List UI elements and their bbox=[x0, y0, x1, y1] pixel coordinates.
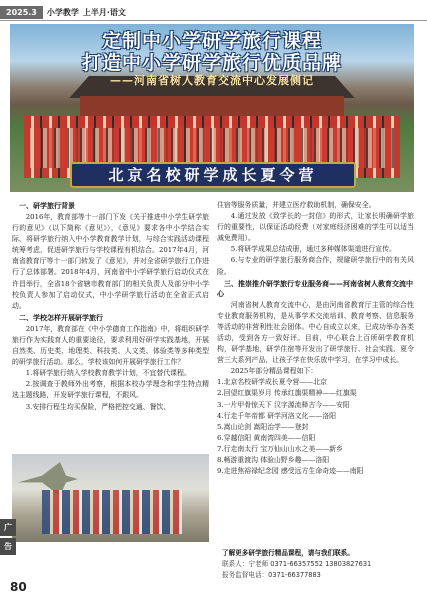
paragraph: 2016年，教育部等十一部门下发《关于推进中小学生研学旅行的意见》（以下简称《意见》），《意见》要求各中小学结合实际，将研学旅行纳入中小学教育教学计划，与综合实践活动课程统筹考虑，促进研学旅行与学校课程有机结合。2017年4月，河南省教育厅等十一部门转发了《意见》，并对全省研学旅行工作进行了总体部署。2018年4月，河南省中小学研学旅行启动仪式在许昌举行，全省18个省辖市教育部门的相关负责人及部分中小学校负责人参加了启动仪式，中小学研学旅行活动在全省正式启动。 bbox=[12, 213, 209, 310]
paragraph: 4.通过发放《致学长的一封信》的形式，让家长明确研学旅行的重要性，以保证活动经费（对家庭经济困难的学生可以适当减免费用）。 bbox=[217, 212, 414, 243]
contact-hotline: 报务监督电话：0371-66377883 bbox=[222, 571, 321, 579]
ad-tag-guang: 广 bbox=[0, 519, 16, 536]
students-group bbox=[42, 490, 182, 534]
course-item: 2.回望红旗渠岁月 传承红旗渠精神——红旗渠 bbox=[217, 389, 357, 398]
header-divider bbox=[0, 20, 427, 21]
hero-photo bbox=[10, 24, 414, 192]
right-column bbox=[217, 200, 414, 477]
contact-person: 联系人：宁老师 0371-66357552 13803827631 bbox=[222, 560, 372, 568]
section-heading-1: 一、研学旅行背景 bbox=[19, 202, 75, 210]
paragraph: 5.将研学成果总结成册，通过多种媒体渠道进行宣传。 bbox=[230, 245, 396, 254]
section-heading-3: 三、推崇推介研学旅行专业服务商——河南省树人教育交流中心 bbox=[217, 279, 413, 298]
hero-title-line1: 定制中小学研学旅行课程 bbox=[101, 30, 322, 52]
paragraph: 2025年部分精品课程如下： bbox=[230, 367, 318, 376]
section-heading-2: 二、学校怎样开展研学旅行 bbox=[19, 313, 103, 322]
header-year-issue: 2025.3 bbox=[0, 6, 43, 19]
header-issue-label: 上半月·语文 bbox=[82, 8, 126, 17]
ad-tag-gao: 告 bbox=[0, 538, 16, 555]
paragraph: 2.按调查于教师外出考察，根据本校办学理念和学生特点精选主题线路，开发研学旅行课程，不跟风。 bbox=[12, 380, 209, 400]
hero-subtitle: ——河南省树人教育交流中心发展侧记 bbox=[110, 74, 314, 87]
hero-banner: 北京名校研学成长夏令营 bbox=[70, 162, 356, 188]
course-item: 4.行走千年帝都 研学河洛文化——洛阳 bbox=[217, 411, 337, 420]
course-item: 1.北京名校研学成长夏令营——北京 bbox=[217, 378, 327, 387]
left-column bbox=[12, 200, 209, 413]
course-item: 7.行走南太行 宝万仙山山水之美——新乡 bbox=[217, 444, 343, 453]
students-photo bbox=[12, 454, 209, 542]
contact-info bbox=[222, 548, 414, 581]
paragraph: 3.安排行程生均买保险，严格把控交通、餐饮、 bbox=[25, 402, 171, 411]
paragraph: 河南省树人教育交流中心，是由河南省教育厅主管的综合性专业教育服务机构，是从事学术交流培训、教育考察、信息服务等活动的非营利性社会团体。中心自成立以来，已成功举办各类活动，受到各方一致好评。目前，中心联合上百所研学教育机构，研学基地，研学住宿等开发出了研学旅行、社会实践、夏令营三大系列产品，让孩子学在快乐放中学习，在学习中成长。 bbox=[217, 300, 414, 365]
course-item: 5.嵩山论剑 嵩阳治学——登封 bbox=[217, 422, 309, 431]
paragraph: 住宿等服务质量，并建立医疗救助机制，确保安全。 bbox=[217, 201, 376, 209]
paragraph: 2017年，教育部在《中小学德育工作指南》中，将组织研学旅行作为实践育人的重要途径，要求利用好研学实践基地，开展自然类、历史类、地理类、科技类、人文类、体验类等多种类型的研学旅行活动。那么，学校该如何开展研学旅行工作？ bbox=[12, 324, 209, 367]
page-header bbox=[0, 6, 150, 19]
header-magazine-name: 小学教学 bbox=[46, 7, 79, 17]
hero-title-line2: 打造中小学研学旅行优质品牌 bbox=[81, 52, 342, 74]
course-item: 3.一片甲骨惊天下 汉字源流释古今——安阳 bbox=[217, 400, 350, 409]
paragraph: 1.将研学旅行纳入学校教育教学计划，不宜替代课程。 bbox=[25, 369, 191, 378]
contact-invite: 了解更多研学旅行精品课程，请与我们联系。 bbox=[222, 549, 354, 557]
paragraph: 6.与专业的研学旅行服务商合作，规避研学旅行中的有关风险。 bbox=[217, 256, 414, 276]
course-item: 9.走进焦裕禄纪念园 感受远方生命奇迹——南阳 bbox=[217, 467, 364, 476]
course-item: 8.畅游重渡沟 体验山野乡趣——洛阳 bbox=[217, 455, 330, 464]
page-number: 80 bbox=[10, 580, 27, 594]
course-item: 6.穿越信阳 黄南湾四美——信阳 bbox=[217, 433, 316, 442]
